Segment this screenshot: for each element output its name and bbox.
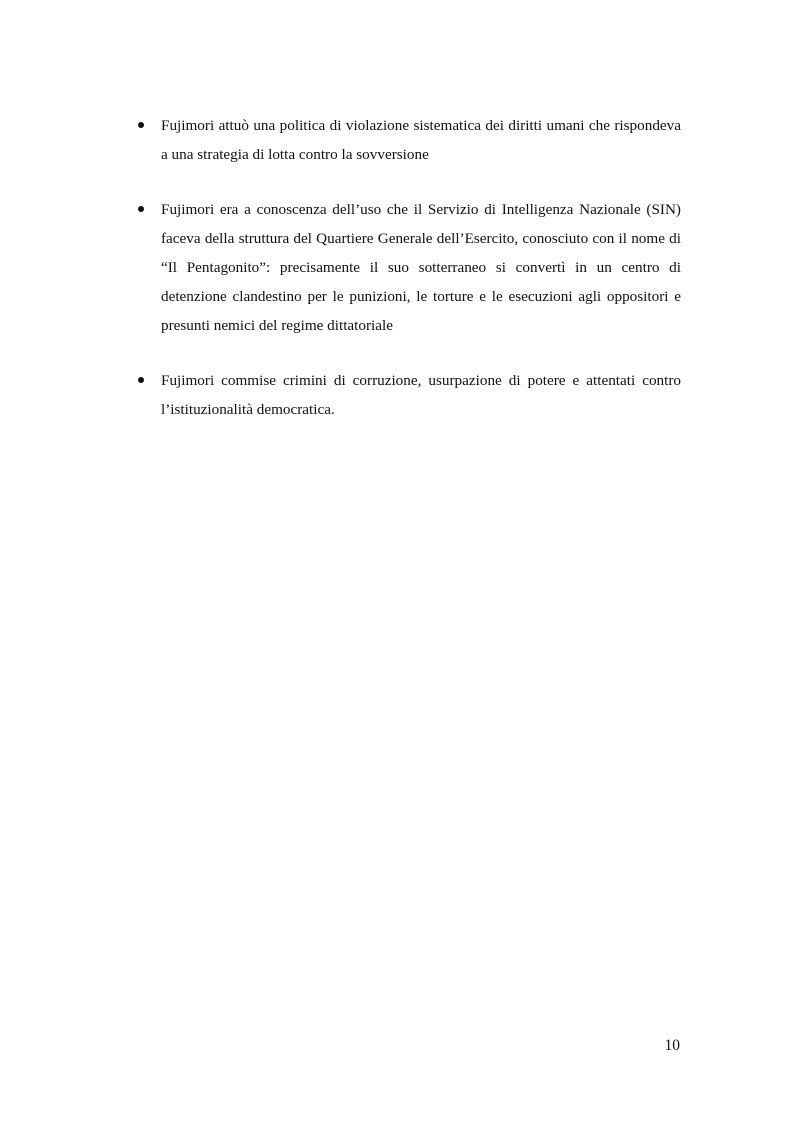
- bullet-item-corruzione: [136, 366, 681, 424]
- bullet-item-pentagonito: [136, 195, 681, 340]
- bullet-item-violazione-diritti: [136, 111, 681, 169]
- bullet-text: Fujimori commise crimini di corruzione, usurpazione di potere e attentati contro l’istituzionalità democratica.: [161, 372, 681, 418]
- bullet-text: Fujimori attuò una politica di violazione sistematica dei diritti umani che rispondeva a una strategia di lotta contro la sovversione: [161, 117, 681, 163]
- bullet-point-icon: [138, 122, 144, 128]
- bullet-point-icon: [138, 377, 144, 383]
- bullet-point-icon: [138, 206, 144, 212]
- bullet-list: [136, 111, 681, 450]
- page-number: 10: [664, 1037, 680, 1054]
- bullet-text: Fujimori era a conoscenza dell’uso che il Servizio di Intelligenza Nazionale (SIN) faceva della struttura del Quartiere Generale dell’Esercito, conosciuto con il nome di “Il Pentagonito”: precisamente il suo sotterraneo si convertì in un centro di detenzione clandestino per le punizioni, le torture e le esecuzioni agli oppositori e presunti nemici del regime dittatoriale: [161, 201, 681, 334]
